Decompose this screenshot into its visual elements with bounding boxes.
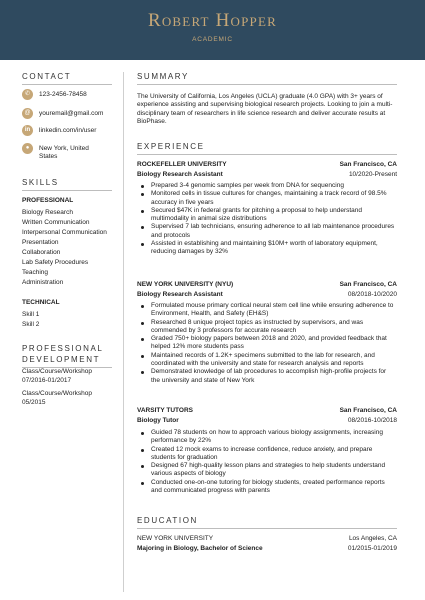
skill-item: Written Communication <box>22 219 90 226</box>
job-bullet: Demonstrated knowledge of lab procedures to accomplish high-profile projects for the university and state of New York <box>137 368 397 385</box>
summary-heading: SUMMARY <box>137 72 189 81</box>
contact-location <box>22 143 89 161</box>
job-dates: 08/2018-10/2020 <box>347 291 397 298</box>
job-bullet: Secured $47K in federal grants for pitching a proposal to help understand multimodality in animal size distributions <box>137 207 397 224</box>
skill-item: Presentation <box>22 239 59 246</box>
job-bullet: Prepared 3-4 genomic samples per week from DNA for sequencing <box>137 182 397 190</box>
experience-rule <box>137 154 397 155</box>
candidate-name: Robert Hopper <box>147 10 278 31</box>
development-item-date: 07/2016-01/2017 <box>22 377 72 384</box>
job-bullet: Created 12 mock exams to increase confidence, reduce anxiety, and prepare students for graduation <box>137 446 397 463</box>
job-bullet: Designed 67 high-quality lesson plans and strategies to help students understand various aspects of biology <box>137 462 397 479</box>
candidate-title: ACADEMIC <box>192 36 233 43</box>
skills-heading: SKILLS <box>22 178 59 187</box>
job-bullets <box>137 429 397 495</box>
technical-skill-item: Skill 1 <box>22 311 40 318</box>
skill-item: Administration <box>22 279 64 286</box>
contact-email <box>22 108 103 119</box>
job-dates: 08/2016-10/2018 <box>347 417 397 424</box>
job-bullet: Graded 750+ biology papers between 2018 and 2020, and provided feedback that helped 12% more students pass <box>137 335 397 352</box>
job-bullet: Conducted one-on-one tutoring for biology students, created performance reports and communicated progress with parents <box>137 479 397 496</box>
phone-text: 123-2456-78458 <box>39 90 87 98</box>
job-organization: NEW YORK UNIVERSITY (NYU) <box>137 281 234 288</box>
development-item-name: Class/Course/Workshop <box>22 390 92 397</box>
education-rule <box>137 528 397 529</box>
development-heading-line-2: DEVELOPMENT <box>22 355 101 364</box>
summary-rule <box>137 84 397 85</box>
education-heading: EDUCATION <box>137 516 198 525</box>
skill-item: Teaching <box>22 269 49 276</box>
education-dates: 01/2015-01/2019 <box>347 545 397 552</box>
linkedin-icon: in <box>22 125 33 136</box>
contact-section <box>22 72 112 85</box>
job-organization: VARSITY TUTORS <box>137 407 193 414</box>
development-item-name: Class/Course/Workshop <box>22 368 92 375</box>
education-school: NEW YORK UNIVERSITY <box>137 535 214 542</box>
development-item-date: 05/2015 <box>22 399 46 406</box>
summary-text: The University of California, Los Angeles (UCLA) graduate (4.0 GPA) with 3+ years of experience assisting and supervising biological research projects. Looking to join a multi-disciplinary team of researchers in life science research and deliver accurate results at BioPhase. <box>137 93 393 126</box>
job-role: Biology Research Assistant <box>137 171 223 178</box>
skill-item: Lab Safety Procedures <box>22 259 89 266</box>
skill-item: Collaboration <box>22 249 61 256</box>
contact-phone <box>22 89 87 100</box>
education-degree: Majoring in Biology, Bachelor of Science <box>137 545 263 552</box>
email-text: youremail@gmail.com <box>39 109 104 117</box>
location-line-1: New York, United <box>39 144 89 152</box>
job-bullets <box>137 182 397 257</box>
job-bullet: Guided 78 students on how to approach various biology assignments, increasing performance by 22% <box>137 429 397 446</box>
job-organization: ROCKEFELLER UNIVERSITY <box>137 161 227 168</box>
job-dates: 10/2020-Present <box>348 171 397 178</box>
linkedin-text: linkedin.com/in/user <box>39 126 97 134</box>
column-divider <box>123 72 124 592</box>
experience-heading: EXPERIENCE <box>137 142 205 151</box>
resume-header <box>0 0 425 60</box>
professional-skills-heading: PROFESSIONAL <box>22 197 74 204</box>
job-location: San Francisco, CA <box>339 281 397 288</box>
job-bullet: Formulated mouse primary cortical neural stem cell line while ensuring adherence to Environment, Health, and Safety (EH&S) <box>137 302 397 319</box>
development-section <box>22 344 112 368</box>
location-icon: ● <box>22 143 33 154</box>
phone-icon: ✆ <box>22 89 33 100</box>
job-bullet: Assisted in establishing and maintaining $10M+ worth of laboratory equipment, reducing damages by 32% <box>137 240 397 257</box>
job-bullet: Researched 8 unique project topics as instructed by supervisors, and was commended by 3 professors for accurate research <box>137 319 397 336</box>
contact-heading: CONTACT <box>22 72 72 81</box>
location-text <box>39 145 89 161</box>
job-role: Biology Tutor <box>137 417 179 424</box>
job-bullets <box>137 302 397 385</box>
skills-section <box>22 178 112 191</box>
job-bullet: Supervised 7 lab technicians, ensuring adherence to all lab maintenance procedures and protocols <box>137 223 397 240</box>
education-location: Los Angeles, CA <box>348 535 397 542</box>
development-heading-line-1: PROFESSIONAL <box>22 344 104 353</box>
job-location: San Francisco, CA <box>339 161 397 168</box>
technical-skills-heading: TECHNICAL <box>22 299 60 306</box>
job-role: Biology Research Assistant <box>137 291 223 298</box>
technical-skill-item: Skill 2 <box>22 321 40 328</box>
job-location: San Francisco, CA <box>339 407 397 414</box>
job-bullet: Maintained records of 1.2K+ specimens submitted to the lab for research, and coordinated with the university and state for research analysis and reports <box>137 352 397 369</box>
contact-rule <box>22 84 112 85</box>
location-line-2: States <box>39 152 58 160</box>
email-icon: @ <box>22 108 33 119</box>
contact-linkedin <box>22 125 96 136</box>
skills-rule <box>22 190 112 191</box>
skill-item: Biology Research <box>22 209 73 216</box>
job-bullet: Monitored cells in tissue cultures for changes, maintaining a track record of 98.5% accuracy in five years <box>137 190 397 207</box>
skill-item: Interpersonal Communication <box>22 229 107 236</box>
